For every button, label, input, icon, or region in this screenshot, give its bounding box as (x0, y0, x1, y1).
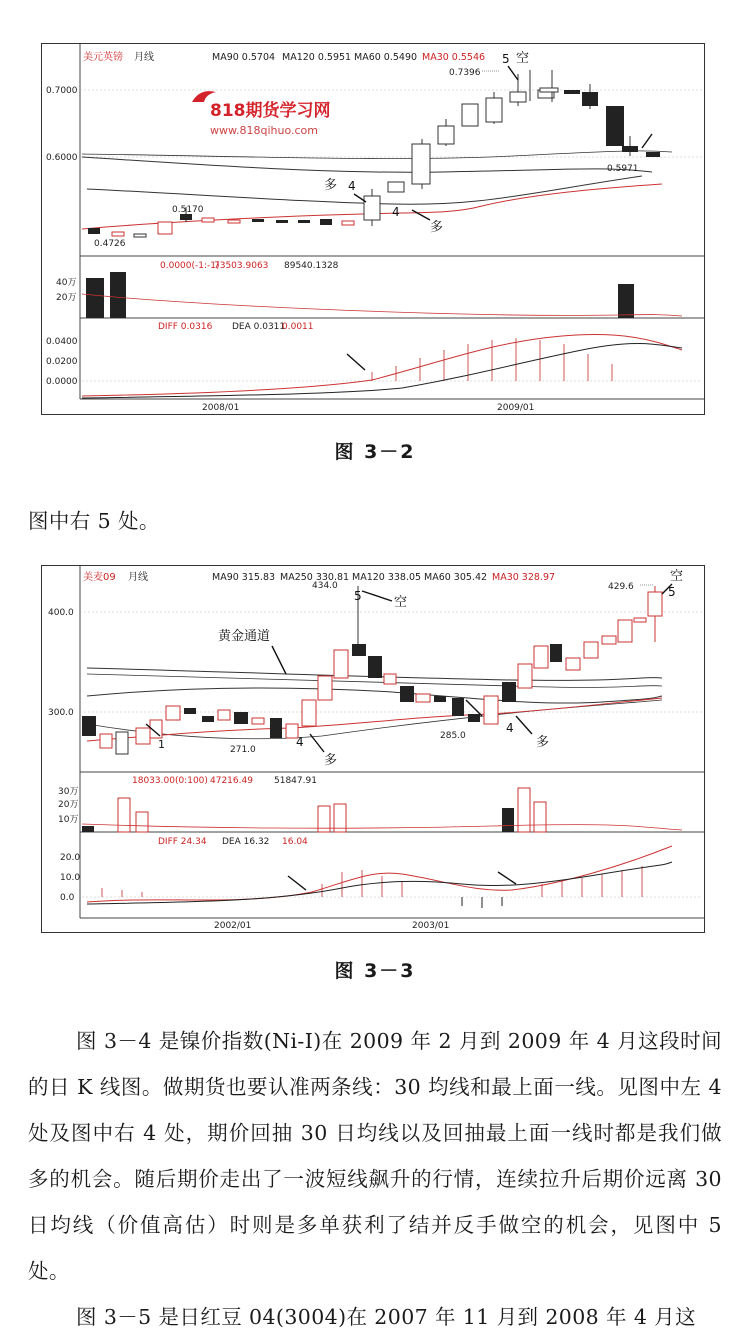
fig2-annot-1: 1 (158, 738, 165, 751)
paragraph-continuation (28, 498, 722, 544)
fig2-annot-5a: 5 (354, 589, 362, 603)
fig2-vol-tick-1: 20万 (58, 800, 79, 810)
fig1-annot-4b: 4 (392, 205, 400, 219)
watermark-title: 818期货学习网 (210, 101, 331, 121)
fig1-label-high: 0.7396 (449, 68, 481, 78)
fig2-label-low1: 271.0 (230, 745, 256, 755)
paragraph-1: 图 3－4 是镍价指数(Ni-I)在 2009 年 2 月到 2009 年 4 月这段时间的日 K 线图。做期货也要认准两条线：30 均线和最上面一线。见图中左 4 处及图中右 4 处，期价回抽 30 日均线以及回抽最上面一线时都是我们做多的机会。随后期价走出了一波短线飙升的行情，连续拉升后期价远离 30 日均线（价值高估）时则是多单获利了结并反手做空的机会，见图中 5 处。 (28, 1029, 722, 1283)
fig1-ma90: MA90 0.5704 (212, 52, 276, 63)
figure-3-2-svg (42, 44, 704, 414)
fig1-annot-4a: 4 (348, 179, 356, 193)
fig1-ma30: MA30 0.5546 (422, 52, 486, 63)
fig1-annot-long: 多 (324, 178, 338, 193)
fig2-macd-val: 16.04 (282, 837, 308, 847)
fig1-macd-val: 0.0011 (282, 322, 314, 332)
fig2-annot-channel: 黄金通道 (218, 629, 271, 644)
fig1-vol-info-2: 89540.1328 (284, 261, 339, 271)
fig2-annot-long2: 多 (536, 735, 550, 750)
fig2-xlabel-0: 2002/01 (214, 921, 252, 931)
fig2-ma120: MA120 338.05 (352, 572, 422, 583)
fig2-annot-5b: 5 (668, 585, 676, 599)
fig1-ma60: MA60 0.5490 (354, 52, 418, 63)
fig2-macd-tick-0: 20.0 (60, 853, 81, 863)
fig2-vol-tick-2: 10万 (58, 815, 79, 825)
fig1-ytick-0: 0.7000 (46, 86, 78, 96)
figure-3-2-caption: 图 3－2 (334, 441, 416, 463)
fig2-xlabel-1: 2003/01 (412, 921, 450, 931)
fig2-ma60: MA60 305.42 (424, 572, 488, 583)
fig2-annot-4b: 4 (506, 721, 514, 735)
fig1-annot-long2: 多 (430, 220, 444, 235)
body-text (28, 1018, 722, 1340)
figure-3-3-chart (41, 565, 705, 933)
fig1-macd-tick-1: 0.0200 (46, 357, 78, 367)
fig2-vol-info-1: 47216.49 (210, 776, 253, 786)
fig2-ma90: MA90 315.83 (212, 572, 276, 583)
fig1-label-last: 0.5971 (607, 164, 639, 174)
fig1-vol-info-0: 0.0000(-1:-1) (160, 261, 220, 271)
fig2-vol-tick-0: 30万 (58, 787, 79, 797)
fig1-vol-tick-0: 40万 (56, 278, 77, 288)
fig2-annot-short1: 空 (394, 595, 408, 610)
fig2-vol-info-2: 51847.91 (274, 776, 317, 786)
fig1-macd-tick-0: 0.0400 (46, 337, 78, 347)
fig1-macd-tick-2: 0.0000 (46, 377, 78, 387)
fig2-annot-long1: 多 (324, 753, 338, 768)
fig1-xlabel-1: 2009/01 (497, 403, 535, 413)
fig1-vol-tick-1: 20万 (56, 293, 77, 303)
fig2-period: 月线 (128, 572, 148, 583)
figure-3-3-caption: 图 3－3 (334, 960, 416, 982)
fig1-label-low: 0.4726 (94, 239, 126, 249)
fig1-instrument: 美元英镑 (83, 52, 123, 63)
fig1-macd-diff: DIFF 0.0316 (158, 322, 213, 332)
fig2-annot-short2: 空 (670, 569, 684, 584)
fig2-label-high1: 434.0 (312, 581, 338, 591)
fig2-macd-dea: DEA 16.32 (222, 837, 270, 847)
fig2-label-low2: 285.0 (440, 731, 466, 741)
fig1-annot-5: 5 (502, 52, 510, 66)
fig1-xlabel-0: 2008/01 (202, 403, 240, 413)
fig2-macd-diff: DIFF 24.34 (158, 837, 207, 847)
fig1-vol-info-1: 73503.9063 (214, 261, 269, 271)
fig1-label-mid: 0.5170 (172, 205, 204, 215)
paragraph-continuation-text: 图中右 5 处。 (28, 509, 160, 533)
fig1-ytick-1: 0.6000 (46, 153, 78, 163)
figure-3-3-svg (42, 566, 704, 932)
fig1-macd-dea: DEA 0.0311 (232, 322, 286, 332)
fig2-macd-tick-1: 10.0 (60, 873, 81, 883)
figure-3-2-chart (41, 43, 705, 415)
fig2-ytick-1: 300.0 (48, 708, 74, 718)
paragraph-2: 图 3－5 是日红豆 04(3004)在 2007 年 11 月到 2008 年 4 月这 (76, 1305, 696, 1329)
fig2-vol-info-0: 18033.00(0:100) (132, 776, 208, 786)
fig2-ytick-0: 400.0 (48, 608, 74, 618)
fig1-ma120: MA120 0.5951 (282, 52, 352, 63)
watermark (192, 91, 331, 137)
fig2-instrument: 美麦09 (83, 572, 116, 583)
watermark-url: www.818qihuo.com (210, 124, 318, 137)
fig2-label-high2: 429.6 (608, 582, 634, 592)
fig2-macd-tick-2: 0.0 (60, 893, 75, 903)
fig1-period: 月线 (134, 52, 154, 63)
fig2-annot-4a: 4 (296, 735, 304, 749)
fig1-annot-short: 空 (516, 51, 530, 66)
fig2-ma30: MA30 328.97 (492, 572, 556, 583)
fig2-ma250: MA250 330.81 (280, 572, 350, 583)
